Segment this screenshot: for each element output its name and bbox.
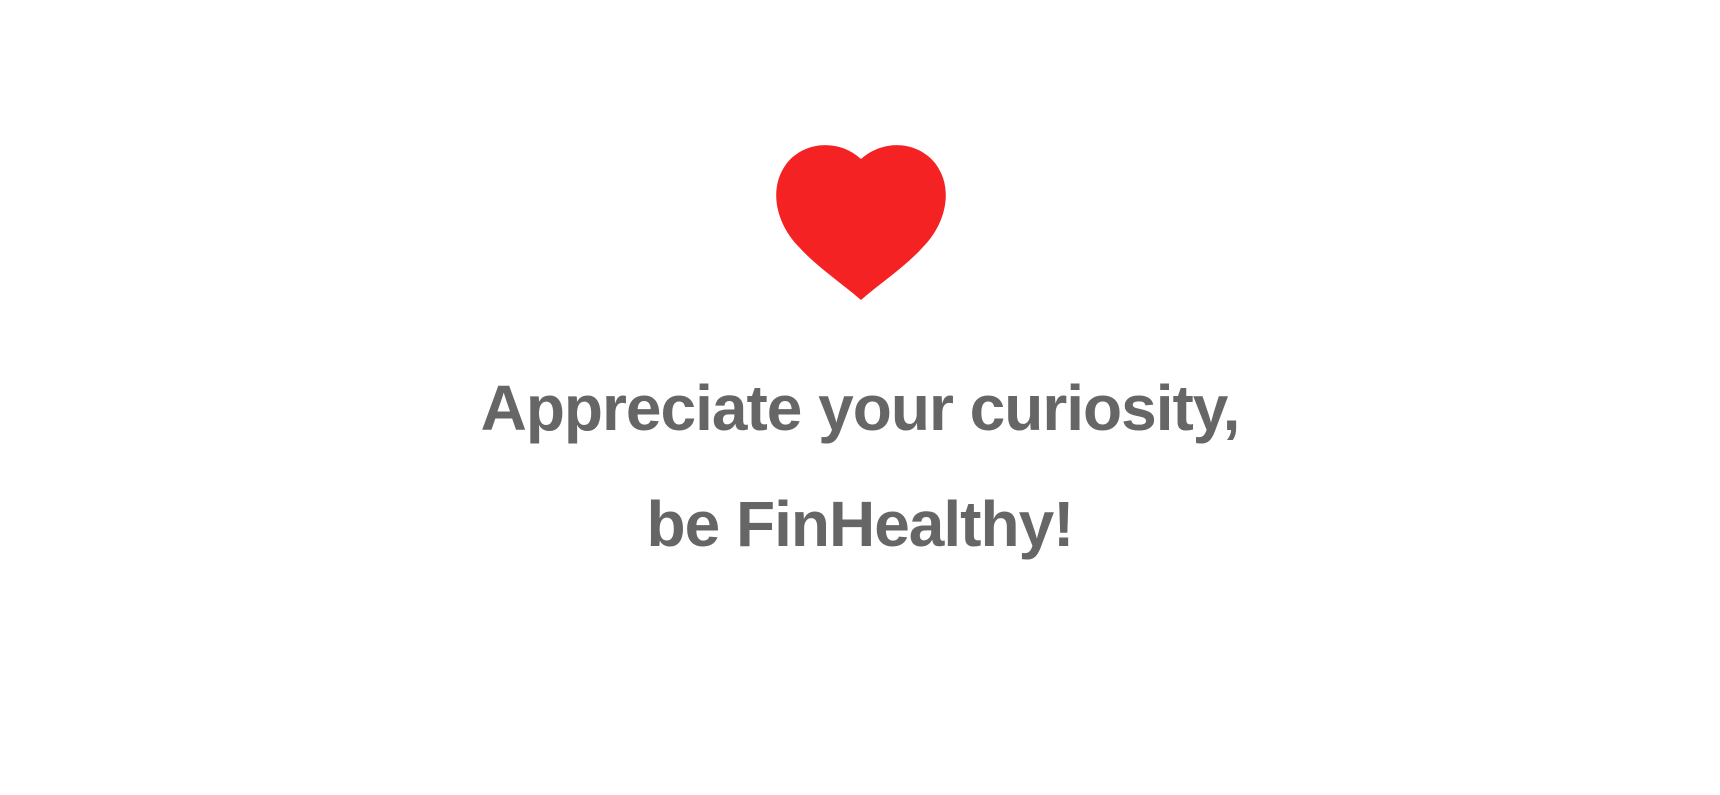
heart-icon bbox=[775, 143, 947, 301]
message-line-2: be FinHealthy! bbox=[646, 488, 1074, 560]
message-line-1: Appreciate your curiosity, bbox=[480, 372, 1240, 444]
heart-shape bbox=[776, 145, 946, 300]
thank-you-message bbox=[0, 350, 1720, 582]
